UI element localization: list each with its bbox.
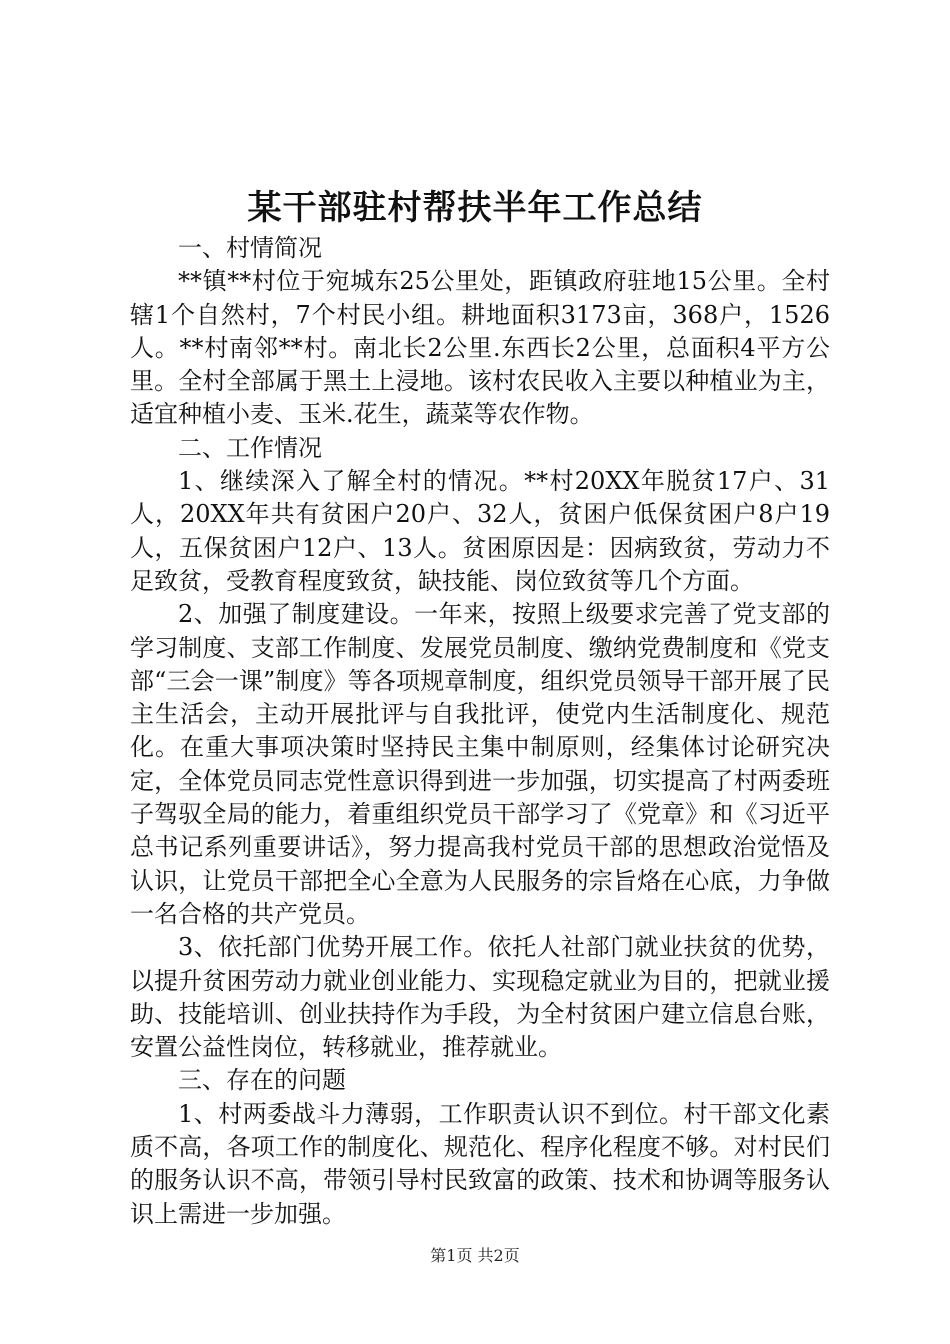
document-title: 某干部驻村帮扶半年工作总结: [247, 188, 703, 228]
paragraph-work-item-3: 3、依托部门优势开展工作。依托人社部门就业扶贫的优势，以提升贫困劳动力就业创业能力、实现稳定就业为目的，把就业援助、技能培训、创业扶持作为手段，为全村贫困户建立信息台账，安置公益性岗位，转移就业，推荐就业。: [130, 933, 830, 1062]
section-heading-problems: 三、存在的问题: [178, 1066, 346, 1095]
paragraph-work-item-2: 2、加强了制度建设。一年来，按照上级要求完善了党支部的学习制度、支部工作制度、发展党员制度、缴纳党费制度和《党支部“三会一课”制度》等各项规章制度，组织党员领导干部开展了民主生活会，主动开展批评与自我批评，使党内生活制度化、规范化。在重大事项决策时坚持民主集中制原则，经集体讨论研究决定，全体党员同志党性意识得到进一步加强，切实提高了村两委班子驾驭全局的能力，着重组织党员干部学习了《党章》和《习近平总书记系列重要讲话》，努力提高我村党员干部的思想政治觉悟及认识，让党员干部把全心全意为人民服务的宗旨烙在心底，力争做一名合格的共产党员。: [130, 600, 830, 928]
document-body: [130, 232, 830, 1231]
section-heading-village-overview: 一、村情简况: [178, 234, 322, 262]
paragraph-problem-item-1: 1、村两委战斗力薄弱，工作职责认识不到位。村干部文化素质不高，各项工作的制度化、规范化、程序化程度不够。对村民们的服务认识不高，带领引导村民致富的政策、技术和协调等服务认识上需进一步加强。: [130, 1099, 830, 1228]
paragraph-village-overview: **镇**村位于宛城东25公里处，距镇政府驻地15公里。全村辖1个自然村，7个村民小组。耕地面积3173亩，368户，1526人。**村南邻**村。南北长2公里.东西长2公里，总面积4平方公里。全村全部属于黑土上浸地。该村农民收入主要以种植业为主，适宜种植小麦、玉米.花生，蔬菜等农作物。: [130, 267, 830, 429]
page-number-footer: 第1页 共2页: [430, 1246, 520, 1265]
section-heading-work-status: 二、工作情况: [178, 433, 322, 462]
paragraph-work-item-1: 1、继续深入了解全村的情况。**村20XX年脱贫17户、31人，20XX年共有贫困户20户、32人，贫困户低保贫困户8户19人，五保贫困户12户、13人。贫困原因是：因病致贫，劳动力不足致贫，受教育程度致贫，缺技能、岗位致贫等几个方面。: [130, 467, 830, 595]
